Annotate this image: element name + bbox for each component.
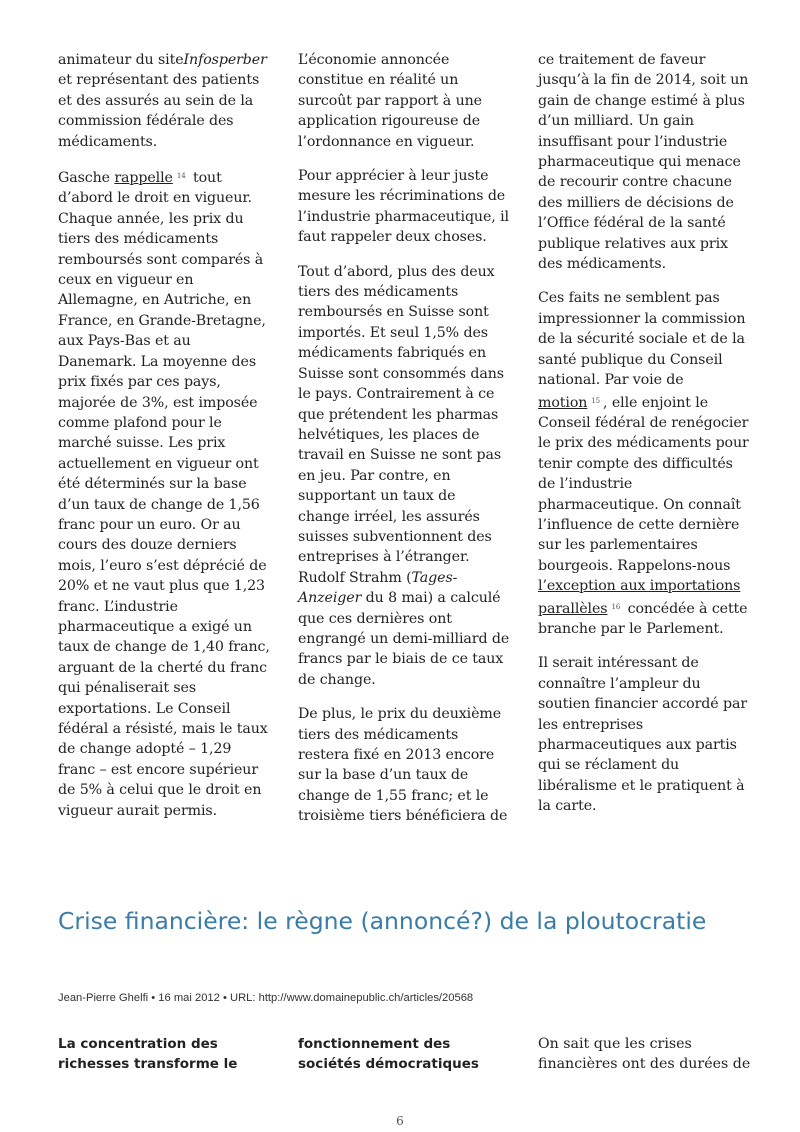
column-3 <box>538 50 750 831</box>
article-title: Crise financière: le règne (annoncé?) de la ploutocratie <box>58 907 707 935</box>
paragraph: Gasche rappelle $^{14}$ tout d’abord le droit en vigueur. Chaque année, les prix du tiers des médicaments remboursés sont comparés à ceux en vigueur en Allemagne, en Autriche, en France, en Grande-Bretagne, aux Pays-Bas et au Danemark. La moyenne des prix fixés par ces pays, majorée de 3%, est imposée comme plafond pour le marché suisse. Les prix actuellement en vigueur ont été déterminés sur la base d’un taux de change de 1,56 franc pour un euro. Or au cours des douze derniers mois, l’euro s’est déprécié de 20% et ne vaut plus que 1,23 franc. L’industrie pharmaceutique a exigé un taux de change de 1,40 franc, arguant de la cherté du franc qui pénaliserait ses exportations. Le Conseil fédéral a résisté, mais le taux de change adopté – 1,29 franc – est encore supérieur de 5% à celui que le droit en vigueur aurait permis. <box>58 170 270 819</box>
footnote-ref: 15 <box>591 396 601 405</box>
article-byline: Jean-Pierre Ghelfi • 16 mai 2012 • URL: http://www.domainepublic.ch/articles/20568 <box>58 992 474 1004</box>
italic-source: Infosperber <box>183 52 267 68</box>
link-exception-importations[interactable]: l’exception aux importations parallèles <box>538 578 741 617</box>
paragraph: Il serait intéressant de connaître l’ampleur du soutien financier accordé par les entreprises pharmaceutiques aux partis qui se réclament du libéralisme et le pratiquent à la carte. <box>538 655 748 815</box>
link-motion[interactable]: motion <box>538 394 588 411</box>
paragraph: Pour apprécier à leur juste mesure les récriminations de l’industrie pharmaceutique, il faut rappeler deux choses. <box>298 168 509 246</box>
paragraph: animateur du siteInfosperber et représentant des patients et des assurés au sein de la commission fédérale des médicaments. <box>58 52 267 150</box>
footnote-ref: 16 <box>611 602 621 611</box>
paragraph: De plus, le prix du deuxième tiers des médicaments restera fixé en 2013 encore sur la base d’un taux de change de 1,55 franc; et le troisième tiers bénéficiera de <box>298 706 508 825</box>
article-lead-part-1: La concentration des richesses transforme le <box>58 1036 238 1072</box>
article-lead-part-2: fonctionnement des sociétés démocratiques <box>298 1036 479 1072</box>
footnote-ref: 14 <box>176 172 186 181</box>
column-2 <box>298 50 510 841</box>
paragraph: L’économie annoncée constitue en réalité un surcoût par rapport à une application rigoureuse de l’ordonnance en vigueur. <box>298 52 482 150</box>
italic-source: Tages-Anzeiger <box>298 569 458 607</box>
paragraph: ce traitement de faveur jusqu’à la fin de 2014, soit un gain de change estimé à plus d’un milliard. Un gain insuffisant pour l’industrie pharmaceutique qui menace de recourir contre chacune des milliers de décisions de l’Office fédéral de la santé publique relatives aux prix des médicaments. <box>538 52 749 273</box>
article-body-start: On sait que les crises financières ont des durées de <box>538 1036 751 1073</box>
page-number: 6 <box>396 1114 404 1128</box>
paragraph: Ces faits ne semblent pas impressionner la commission de la sécurité sociale et de la santé publique du Conseil national. Par voie de motion $^{15}$ , elle enjoint le Conseil fédéral de renégocier le prix des médicaments pour tenir compte des difficultés de l’industrie pharmaceutique. On connaît l’influence de cette dernière sur les parlementaires bourgeois. Rappelons-nous l’exception aux importations parallèles $^{16}$ concédée à cette branche par le Parlement. <box>538 290 749 637</box>
paragraph: Tout d’abord, plus des deux tiers des médicaments remboursés en Suisse sont importés. Et seul 1,5% des médicaments fabriqués en Suisse sont consommés dans le pays. Contrairement à ce que prétendent les pharmas helvétiques, les places de travail en Suisse ne sont pas en jeu. Par contre, en supportant un taux de change irréel, les assurés suisses subventionnent des entreprises à l’étranger. Rudolf Strahm (Tages-Anzeiger du 8 mai) a calculé que ces dernières ont engrangé un demi-milliard de francs par le biais de ce taux de change. <box>298 263 510 688</box>
link-rappelle[interactable]: rappelle <box>114 170 173 187</box>
column-1 <box>58 50 270 835</box>
